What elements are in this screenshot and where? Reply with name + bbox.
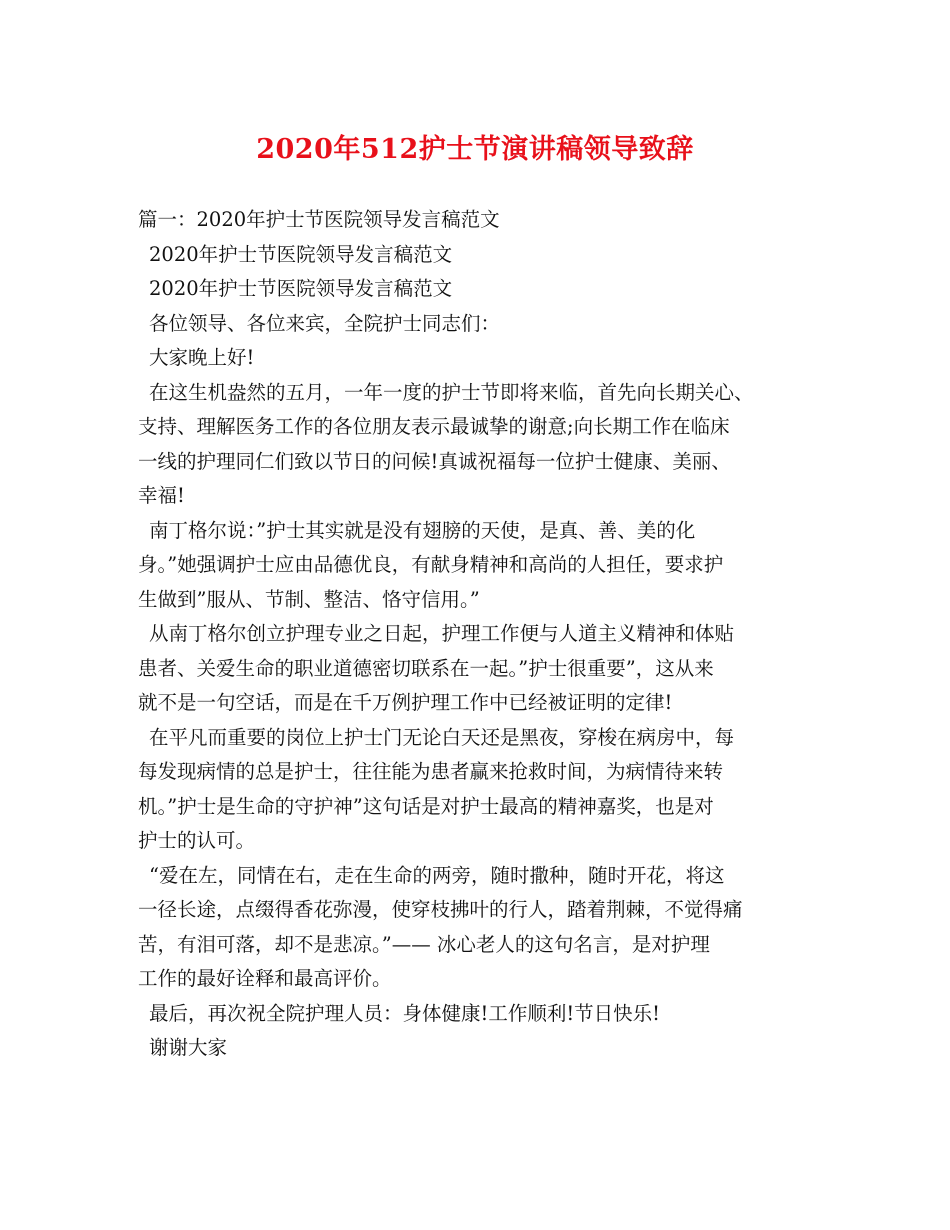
text-line: 身。”她强调护士应由品德优良，有献身精神和高尚的人担任，要求护 <box>138 553 724 576</box>
text-line: 谢谢大家 <box>149 1036 228 1059</box>
text-line: 机。”护士是生命的守护神”这句话是对护士最高的精神嘉奖，也是对 <box>138 794 714 818</box>
text-line: 护士的认可。 <box>138 829 256 852</box>
text-line: 工作的最好诠释和最高评价。 <box>138 967 392 990</box>
text-line: 南丁格尔说：”护士其实就是没有翅膀的天使，是真、善、美的化 <box>149 518 696 542</box>
page-title: 2020年512护士节演讲稿领导致辞 <box>256 134 694 165</box>
text-line: 各位领导、各位来宾，全院护士同志们： <box>149 311 501 335</box>
text-line: 在平凡而重要的岗位上护士门无论白天还是黑夜，穿梭在病房中，每 <box>149 725 735 749</box>
text-line: 在这生机盎然的五月，一年一度的护士节即将来临，首先向长期关心、 <box>149 380 754 404</box>
text-line: 从南丁格尔创立护理专业之日起，护理工作便与人道主义精神和体贴 <box>149 622 735 645</box>
text-line: 大家晚上好! <box>149 346 255 369</box>
text-line: “爱在左，同情在右，走在生命的两旁，随时撒种，随时开花，将这 <box>149 863 725 887</box>
text-line: 2020年护士节医院领导发言稿范文 <box>149 242 453 266</box>
text-line: 每发现病情的总是护士，往往能为患者赢来抢救时间，为病情待来转 <box>138 760 724 783</box>
text-line: 生做到”服从、节制、整洁、恪守信用。” <box>138 587 480 611</box>
text-line: 最后，再次祝全院护理人员：身体健康!工作顺利!节日快乐! <box>149 1001 661 1025</box>
text-line: 苦，有泪可落，却不是悲凉。”—— 冰心老人的这句名言，是对护理 <box>138 932 710 956</box>
text-line: 一线的护理同仁们致以节日的问候!真诚祝福每一位护士健康、美丽、 <box>138 449 731 473</box>
text-line: 一径长途，点缀得香花弥漫，使穿枝拂叶的行人，踏着荆棘，不觉得痛 <box>138 898 743 921</box>
text-line: 患者、关爱生命的职业道德密切联系在一起。”护士很重要”，这从来 <box>138 656 714 680</box>
text-line: 篇一：2020年护士节医院领导发言稿范文 <box>138 208 500 231</box>
text-line: 就不是一句空话，而是在千万例护理工作中已经被证明的定律! <box>138 691 673 714</box>
text-line: 幸福! <box>138 484 185 507</box>
text-line: 支持、理解医务工作的各位朋友表示最诚挚的谢意;向长期工作在临床 <box>138 415 730 438</box>
text-line: 2020年护士节医院领导发言稿范文 <box>149 277 453 300</box>
document-body <box>138 203 828 1066</box>
